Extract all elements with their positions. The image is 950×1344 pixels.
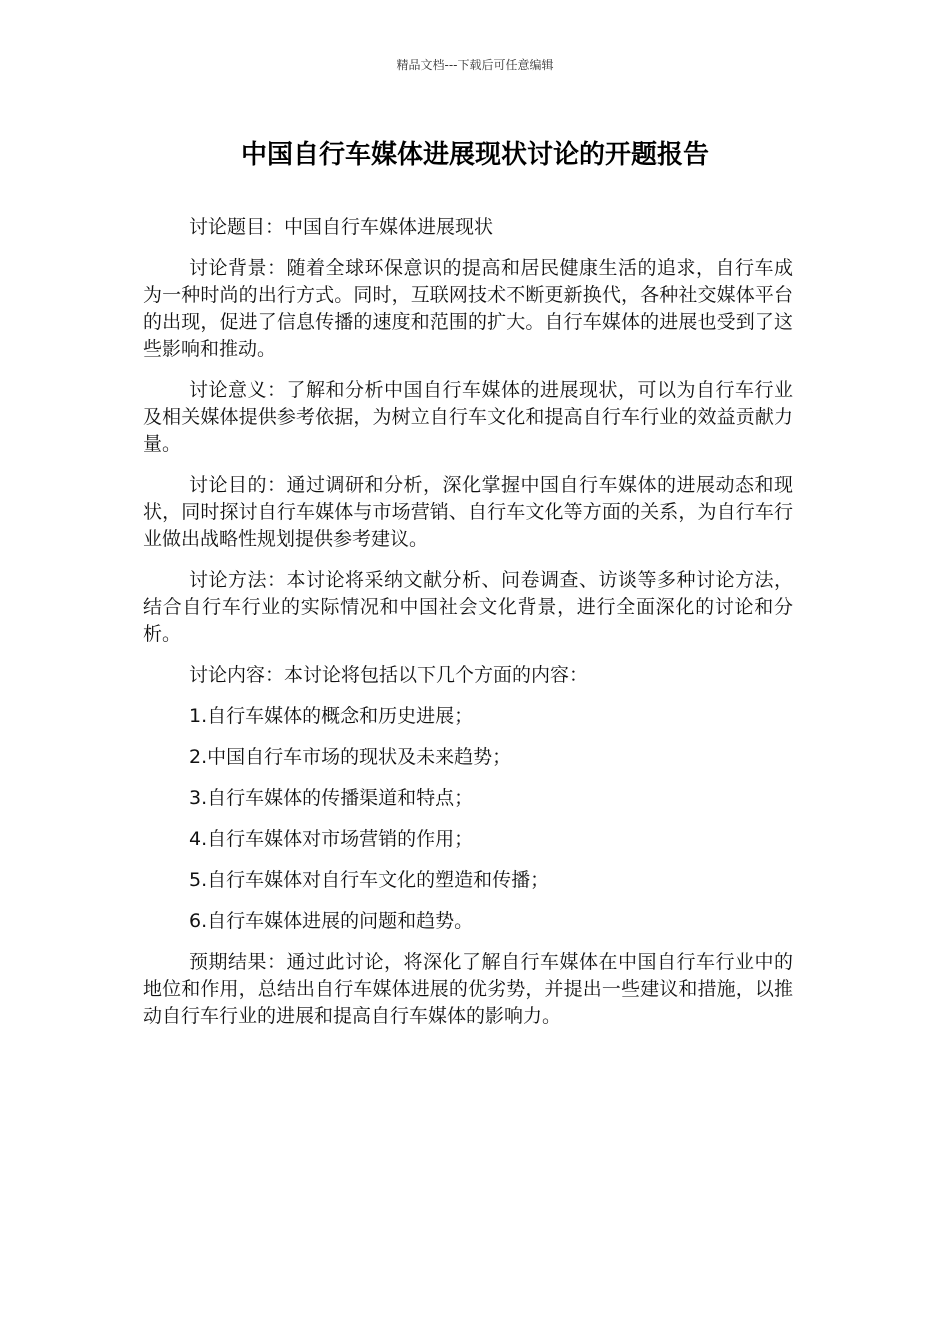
list-item: 1.自行车媒体的概念和历史进展； [189,705,474,727]
content-paragraph: 讨论内容：本讨论将包括以下几个方面的内容： [189,664,589,686]
significance-paragraph: 讨论意义：了解和分析中国自行车媒体的进展现状，可以为自行车行业及相关媒体提供参考依据，为树立自行车文化和提高自行车行业的效益贡献力量。 [143,379,793,455]
document-body [143,214,793,1044]
list-item: 6.自行车媒体进展的问题和趋势。 [189,910,474,932]
content-list [143,703,793,935]
header-note: 精品文档---下载后可任意编辑 [396,58,554,72]
background-paragraph: 讨论背景：随着全球环保意识的提高和居民健康生活的追求，自行车成为一种时尚的出行方式。同时，互联网技术不断更新换代，各种社交媒体平台的出现，促进了信息传播的速度和范围的扩大。自行车媒体的进展也受到了这些影响和推动。 [143,257,793,360]
list-item: 2.中国自行车市场的现状及未来趋势； [189,746,512,768]
expected-results-paragraph: 预期结果：通过此讨论，将深化了解自行车媒体在中国自行车行业中的地位和作用，总结出自行车媒体进展的优劣势，并提出一些建议和措施，以推动自行车行业的进展和提高自行车媒体的影响力。 [143,951,793,1027]
topic-paragraph: 讨论题目：中国自行车媒体进展现状 [189,216,494,238]
purpose-paragraph: 讨论目的：通过调研和分析，深化掌握中国自行车媒体的进展动态和现状，同时探讨自行车媒体与市场营销、自行车文化等方面的关系，为自行车行业做出战略性规划提供参考建议。 [143,474,793,550]
list-item: 5.自行车媒体对自行车文化的塑造和传播； [189,869,550,891]
list-item: 3.自行车媒体的传播渠道和特点； [189,787,474,809]
method-paragraph: 讨论方法：本讨论将采纳文献分析、问卷调查、访谈等多种讨论方法，结合自行车行业的实际情况和中国社会文化背景，进行全面深化的讨论和分析。 [143,569,793,645]
document-title: 中国自行车媒体进展现状讨论的开题报告 [240,140,709,170]
list-item: 4.自行车媒体对市场营销的作用； [189,828,474,850]
